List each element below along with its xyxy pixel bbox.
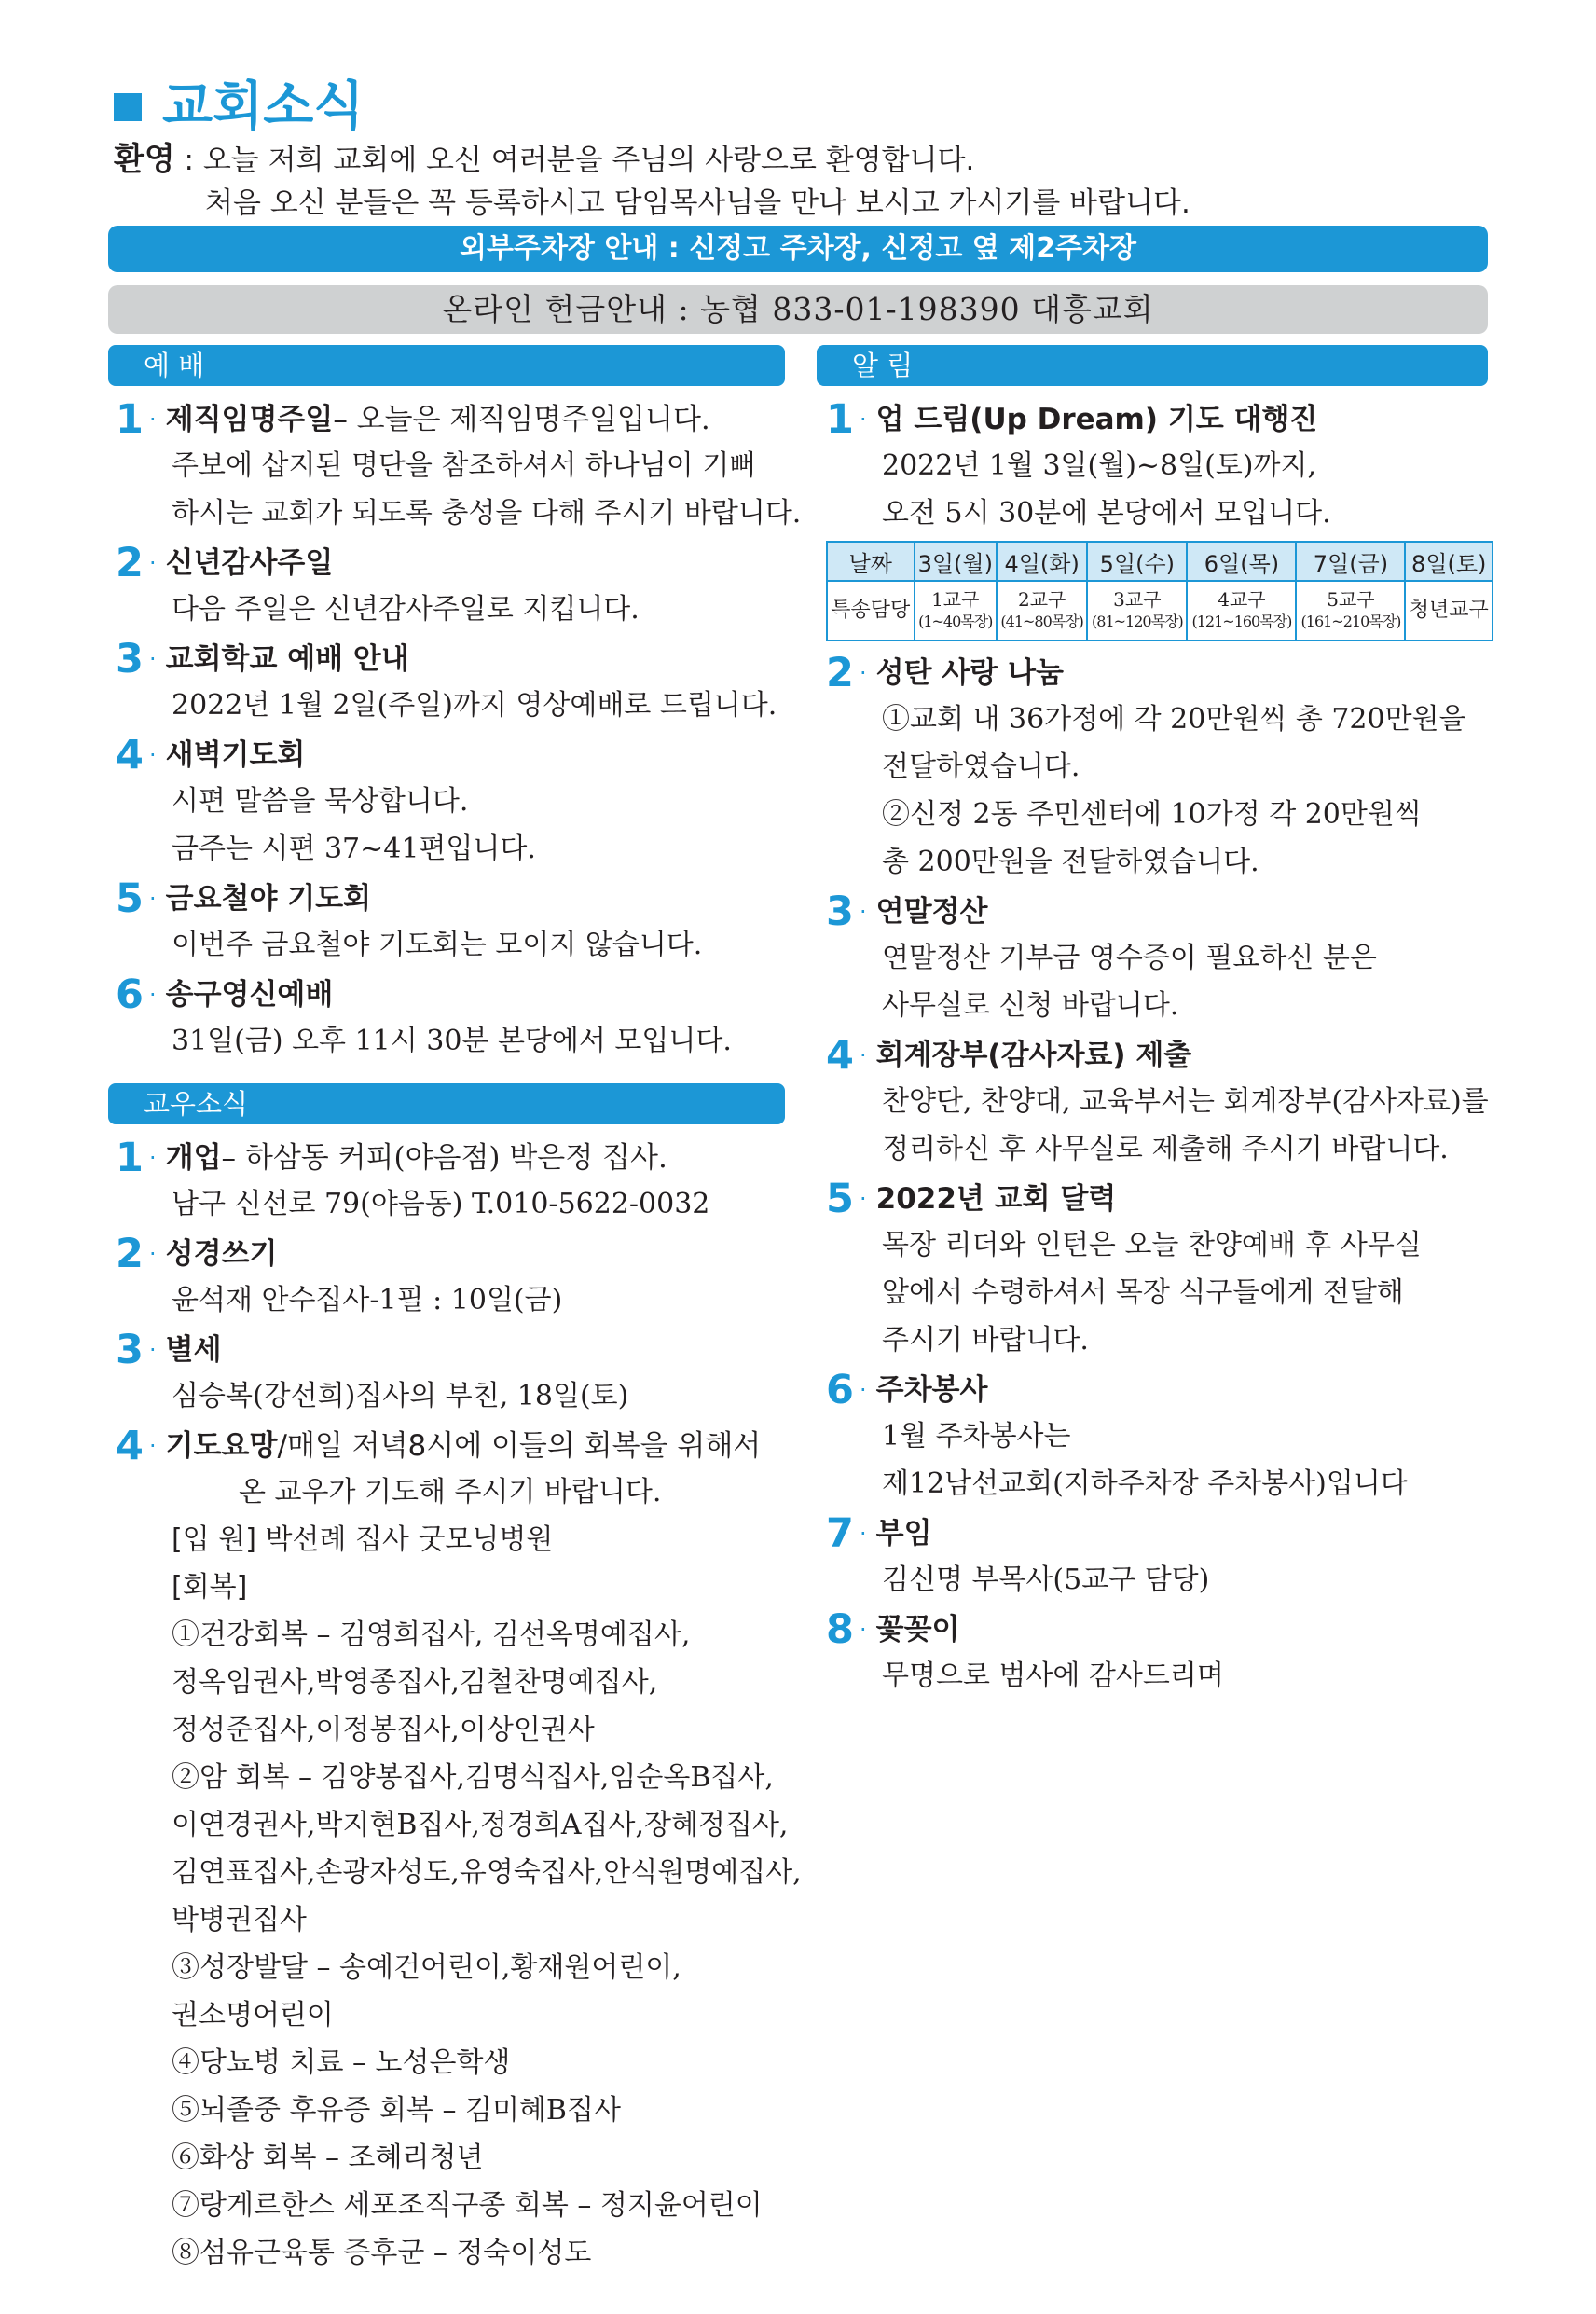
notices-list <box>826 397 1497 1703</box>
item-number: 3 <box>116 1327 144 1373</box>
dot-icon: · <box>149 1145 157 1171</box>
item-title: 송구영신예배 <box>165 978 334 1012</box>
dot-icon: · <box>149 1433 157 1459</box>
dot-icon: · <box>860 1521 867 1547</box>
list-item <box>116 1136 805 1228</box>
item-line: 김신명 부목사(5교구 담당) <box>882 1563 1210 1596</box>
item-line: 2022년 1월 2일(주일)까지 영상예배로 드립니다. <box>172 689 777 722</box>
item-line: ①교회 내 36가정에 각 20만원씩 총 720만원을 <box>882 703 1466 736</box>
item-line: 제12남선교회(지하주차장 주차봉사)입니다 <box>882 1467 1408 1500</box>
members-heading: 교우소식 <box>108 1083 785 1124</box>
item-title: 업 드림(Up Dream) 기도 대행진 <box>875 403 1318 436</box>
schedule-cell <box>1087 581 1187 640</box>
list-item <box>116 396 802 537</box>
notices-heading: 알 림 <box>817 345 1488 386</box>
item-number: 6 <box>116 971 144 1018</box>
prayer-line: 김연표집사,손광자성도,유영숙집사,안식원명예집사, <box>172 1856 802 1889</box>
schedule-cell <box>1187 581 1296 640</box>
item-line: 31일(금) 오후 11시 30분 본당에서 모입니다. <box>172 1025 732 1057</box>
prayer-line: ⑤뇌졸중 후유증 회복 – 김미혜B집사 <box>172 2094 621 2127</box>
dot-icon: · <box>860 406 867 433</box>
admit-label: [입 원] <box>172 1523 256 1556</box>
item-number: 3 <box>116 636 144 682</box>
dot-icon: · <box>149 646 157 672</box>
item-line: 찬양단, 찬양대, 교육부서는 회계장부(감사자료)를 <box>882 1085 1489 1118</box>
dot-icon: · <box>149 742 157 768</box>
item-title: 교회학교 예배 안내 <box>165 642 409 676</box>
schedule-header-cell: 7일(금) <box>1296 542 1405 581</box>
item-line: 오전 5시 30분에 본당에서 모입니다. <box>882 497 1331 530</box>
item-line: 온 교우가 기도해 주시기 바랍니다. <box>239 1476 662 1508</box>
welcome-label: 환영 <box>114 141 175 178</box>
prayer-line: ③성장발달 – 송예건어린이,황재원어린이, <box>172 1951 681 1984</box>
item-title: 별세 <box>165 1333 222 1367</box>
item-title: 부임 <box>875 1517 932 1550</box>
list-item <box>826 1177 1497 1364</box>
prayer-line: 정옥임권사,박영종집사,김철찬명예집사, <box>172 1666 658 1699</box>
item-line: 1월 주차봉사는 <box>882 1420 1071 1453</box>
dot-icon: · <box>149 550 157 576</box>
item-number: 8 <box>826 1606 854 1653</box>
item-title: 2022년 교회 달력 <box>875 1182 1117 1216</box>
item-line: 다음 주일은 신년감사주일로 지킵니다. <box>172 593 640 626</box>
schedule-cell-sub: (121~160목장) <box>1191 613 1292 630</box>
welcome-message <box>114 138 1190 225</box>
dot-icon: · <box>149 982 157 1008</box>
schedule-cell-main: 5교구 <box>1327 588 1375 611</box>
dot-icon: · <box>860 1042 867 1068</box>
list-item <box>116 972 796 1065</box>
dot-icon: · <box>149 1241 157 1267</box>
schedule-cell: 청년교구 <box>1405 581 1493 640</box>
item-line: 남구 신선로 79(야음동) T.010-5622-0032 <box>172 1188 710 1220</box>
item-title: 성경쓰기 <box>165 1237 278 1271</box>
item-number: 5 <box>826 1176 854 1222</box>
item-title: 제직임명주일 <box>165 403 334 436</box>
list-item <box>826 651 1497 886</box>
item-number: 3 <box>826 888 854 935</box>
item-number: 4 <box>116 1423 144 1469</box>
item-number: 2 <box>116 540 144 586</box>
item-title: 연말정산 <box>875 895 988 929</box>
welcome-line-2: 처음 오신 분들은 꼭 등록하시고 담임목사님을 만나 보시고 가시기를 바랍니다. <box>205 186 1190 220</box>
item-line: 앞에서 수령하셔서 목장 식구들에게 전달해 <box>882 1276 1404 1309</box>
item-line: 금주는 시편 37~41편입니다. <box>172 833 536 865</box>
item-line: 연말정산 기부금 영수증이 필요하신 분은 <box>882 942 1377 974</box>
welcome-line-1: : 오늘 저희 교회에 오신 여러분을 주님의 사랑으로 환영합니다. <box>174 144 975 177</box>
item-line: ②신정 2동 주민센터에 10가정 각 20만원씩 <box>882 798 1422 831</box>
schedule-cell-sub: (161~210목장) <box>1300 613 1401 630</box>
item-title: 성탄 사랑 나눔 <box>875 656 1064 690</box>
schedule-table <box>826 541 1493 641</box>
schedule-cell-main: 3교구 <box>1113 588 1162 611</box>
schedule-header-cell: 8일(토) <box>1405 542 1493 581</box>
schedule-row-label: 특송담당 <box>827 581 915 640</box>
list-item <box>826 1607 1497 1700</box>
item-line: 시편 말씀을 묵상합니다. <box>172 785 469 818</box>
dot-icon: · <box>860 1186 867 1212</box>
list-item <box>826 889 1497 1029</box>
page-title-row <box>114 76 364 138</box>
schedule-header-cell: 날짜 <box>827 542 915 581</box>
item-number: 1 <box>116 1135 144 1181</box>
prayer-line: ①건강회복 – 김영희집사, 김선옥명예집사, <box>172 1618 691 1651</box>
item-line: 하시는 교회가 되도록 충성을 다해 주시기 바랍니다. <box>172 497 802 530</box>
item-title: 꽃꽂이 <box>875 1613 960 1646</box>
members-list <box>116 1136 805 2280</box>
schedule-header-cell: 3일(월) <box>915 542 998 581</box>
dot-icon: · <box>860 1377 867 1403</box>
parking-info-bar: 외부주차장 안내 : 신정고 주차장, 신정고 옆 제2주차장 <box>108 226 1488 272</box>
item-line: 이번주 금요철야 기도회는 모이지 않습니다. <box>172 929 703 961</box>
schedule-header-cell: 4일(화) <box>997 542 1087 581</box>
prayer-line: 권소명어린이 <box>172 1999 334 2032</box>
schedule-cell-sub: (1~40목장) <box>918 613 993 630</box>
section-header <box>114 76 364 138</box>
schedule-cell-sub: (41~80목장) <box>1000 613 1083 630</box>
dot-icon: · <box>149 1337 157 1363</box>
schedule-header-cell: 5일(수) <box>1087 542 1187 581</box>
schedule-cell-main: 1교구 <box>931 588 980 611</box>
item-line: 정리하신 후 사무실로 제출해 주시기 바랍니다. <box>882 1133 1449 1165</box>
list-item <box>116 1232 805 1324</box>
schedule-cell-sub: (81~120목장) <box>1092 613 1183 630</box>
list-item <box>116 541 796 633</box>
worship-heading: 예 배 <box>108 345 785 386</box>
item-line: 윤석재 안수집사-1필 : 10일(금) <box>172 1284 563 1316</box>
item-title: 신년감사주일 <box>165 546 334 580</box>
list-item <box>116 1424 805 2277</box>
dot-icon: · <box>149 406 157 433</box>
prayer-line: 박병권집사 <box>172 1904 307 1936</box>
item-title: 회계장부(감사자료) 제출 <box>875 1039 1192 1072</box>
schedule-cell <box>1296 581 1405 640</box>
worship-list <box>116 396 802 1068</box>
admit-text: 박선례 집사 굿모닝병원 <box>255 1523 554 1556</box>
prayer-line: ⑥화상 회복 – 조혜리청년 <box>172 2142 484 2174</box>
list-item <box>116 733 796 873</box>
schedule-header-cell: 6일(목) <box>1187 542 1296 581</box>
page-title: 교회소식 <box>162 76 365 137</box>
dot-icon: · <box>149 886 157 912</box>
item-number: 1 <box>826 396 854 443</box>
schedule-cell-main: 4교구 <box>1218 588 1266 611</box>
item-line: 총 200만원을 전달하였습니다. <box>882 846 1259 878</box>
prayer-line: 정성준집사,이정봉집사,이상인권사 <box>172 1714 595 1746</box>
item-line: 심승복(강선희)집사의 부친, 18일(토) <box>172 1380 629 1412</box>
item-number: 7 <box>826 1510 854 1557</box>
prayer-line: ②암 회복 – 김양봉집사,김명식집사,임순옥B집사, <box>172 1761 774 1794</box>
dot-icon: · <box>860 1617 867 1643</box>
item-line: 주보에 삽지된 명단을 참조하셔서 하나님이 기뻐 <box>172 449 757 482</box>
list-item <box>116 1328 805 1420</box>
item-title-suffix: – 오늘은 제직임명주일입니다. <box>333 403 710 436</box>
item-number: 6 <box>826 1367 854 1413</box>
list-item <box>116 876 796 969</box>
dot-icon: · <box>860 899 867 925</box>
item-title: 금요철야 기도회 <box>165 882 372 916</box>
item-number: 4 <box>826 1032 854 1079</box>
item-line: 목장 리더와 인턴은 오늘 찬양예배 후 사무실 <box>882 1229 1422 1261</box>
item-line: 주시기 바랍니다. <box>882 1324 1089 1357</box>
item-number: 2 <box>116 1231 144 1277</box>
item-number: 2 <box>826 650 854 696</box>
prayer-line: ⑦랑게르한스 세포조직구종 회복 – 정지윤어린이 <box>172 2189 763 2222</box>
list-item <box>826 1033 1497 1173</box>
online-offering-bar: 온라인 헌금안내 : 농협 833-01-198390 대흥교회 <box>108 285 1488 334</box>
square-bullet-icon <box>114 93 142 121</box>
schedule-header-row <box>827 542 1493 581</box>
list-item <box>116 637 796 729</box>
item-number: 5 <box>116 875 144 922</box>
item-line: 사무실로 신청 바랍니다. <box>882 989 1179 1022</box>
item-title: 개업 <box>165 1141 222 1175</box>
item-number: 4 <box>116 732 144 778</box>
item-title-suffix: /매일 저녁8시에 이들의 회복을 위해서 <box>277 1429 762 1463</box>
recovery-label: [회복] <box>172 1571 248 1604</box>
schedule-row <box>827 581 1493 640</box>
schedule-cell-main: 2교구 <box>1017 588 1066 611</box>
list-item <box>826 397 1497 537</box>
item-line: 무명으로 범사에 감사드리며 <box>882 1660 1224 1692</box>
dot-icon: · <box>860 660 867 686</box>
item-title: 새벽기도회 <box>165 738 306 772</box>
prayer-line: ⑧섬유근육통 증후군 – 정숙이성도 <box>172 2237 592 2269</box>
prayer-line: ④당뇨병 치료 – 노성은학생 <box>172 2046 511 2079</box>
item-title-suffix: – 하삼동 커피(야음점) 박은정 집사. <box>221 1141 667 1175</box>
list-item <box>826 1511 1497 1604</box>
item-line: 2022년 1월 3일(월)~8일(토)까지, <box>882 449 1317 482</box>
schedule-cell <box>915 581 998 640</box>
list-item <box>826 1368 1497 1508</box>
schedule-cell <box>997 581 1087 640</box>
prayer-line: 이연경권사,박지현B집사,정경희A집사,장혜정집사, <box>172 1809 789 1841</box>
item-title: 주차봉사 <box>875 1373 988 1407</box>
item-line: 전달하였습니다. <box>882 751 1080 783</box>
item-title: 기도요망 <box>165 1429 278 1463</box>
item-number: 1 <box>116 396 144 443</box>
